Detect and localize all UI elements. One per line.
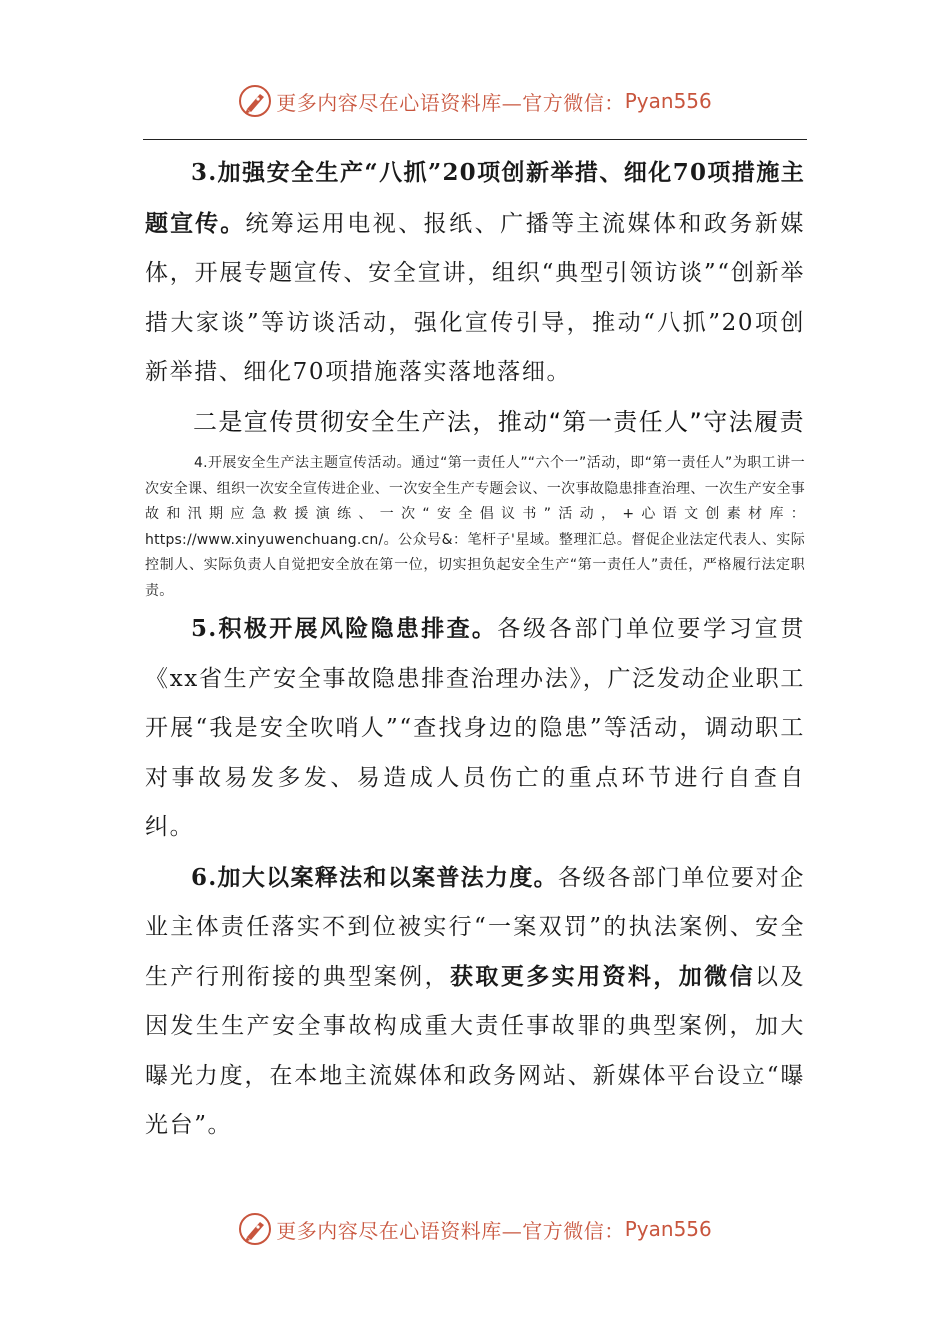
section-heading-2: 二是宣传贯彻安全生产法，推动“第一责任人”守法履责 xyxy=(193,407,805,436)
item-3-body: 统筹运用电视、报纸、广播等主流媒体和政务新媒体，开展专题宣传、安全宣讲，组织“典型引领访谈”“创新举措大家谈”等访谈活动，强化宣传引导，推动“八抓”20项创新举措、细化70项措施落实落地落细。 xyxy=(145,210,805,385)
item-3-title: 3.加强安全生产“八抓”20项创新举措、细化70项措施主题宣传。 xyxy=(145,159,805,237)
item-5-body: 各级各部门单位要学习宣贯《xx省生产安全事故隐患排查治理办法》，广泛发动企业职工开展“我是安全吹哨人”“查找身边的隐患”等活动，调动职工对事故易发多发、易造成人员伤亡的重点环节进行自查自纠。 xyxy=(145,616,805,840)
item-6-body-a: 各级各部门单位要对企业主体责任落实不到位被实行“一案双罚”的执法案例、安全生产行刑衔接的典型案例， xyxy=(145,864,805,990)
header-divider xyxy=(143,139,807,140)
item-6-title: 6.加大以案释法和以案普法力度。 xyxy=(191,863,558,891)
paragraph-item-6 xyxy=(145,853,805,1151)
banner-wechat-id: Pyan556 xyxy=(624,1217,712,1241)
header-banner xyxy=(0,76,950,126)
banner-text: 更多内容尽在心语资料库—官方微信： xyxy=(276,90,625,115)
paragraph-item-5 xyxy=(145,604,805,853)
item-6-body-b: 以及因发生生产安全事故构成重大责任事故罪的典型案例，加大曝光力度，在本地主流媒体和政务网站、新媒体平台设立“曝光台”。 xyxy=(145,963,806,1138)
pen-nib-icon xyxy=(238,1212,272,1246)
banner-text: 更多内容尽在心语资料库—官方微信： xyxy=(276,1218,625,1243)
document-body xyxy=(145,148,805,1151)
item-6-inserted-note: 获取更多实用资料，加微信 xyxy=(450,963,755,990)
item-5-title: 5.积极开展风险隐患排查。 xyxy=(191,615,498,642)
banner-wechat-id: Pyan556 xyxy=(624,89,712,113)
pen-nib-icon xyxy=(238,84,272,118)
paragraph-item-4: 4.开展安全生产法主题宣传活动。通过“第一责任人”“六个一”活动，即“第一责任人”为职工讲一次安全课、组织一次安全宣传进企业、一次安全生产专题会议、一次事故隐患排查治理、一次生产安全事故和汛期应急救援演练、一次“安全倡议书”活动，+心语文创素材库：https://www.xinyuwenchuang.cn/。公众号&：笔杆子'星域。整理汇总。督促企业法定代表人、实际控制人、实际负责人自觉把安全放在第一位，切实担负起安全生产“第一责任人”责任，严格履行法定职责。 xyxy=(145,455,805,599)
paragraph-item-3 xyxy=(145,148,805,398)
footer-banner xyxy=(0,1204,950,1254)
